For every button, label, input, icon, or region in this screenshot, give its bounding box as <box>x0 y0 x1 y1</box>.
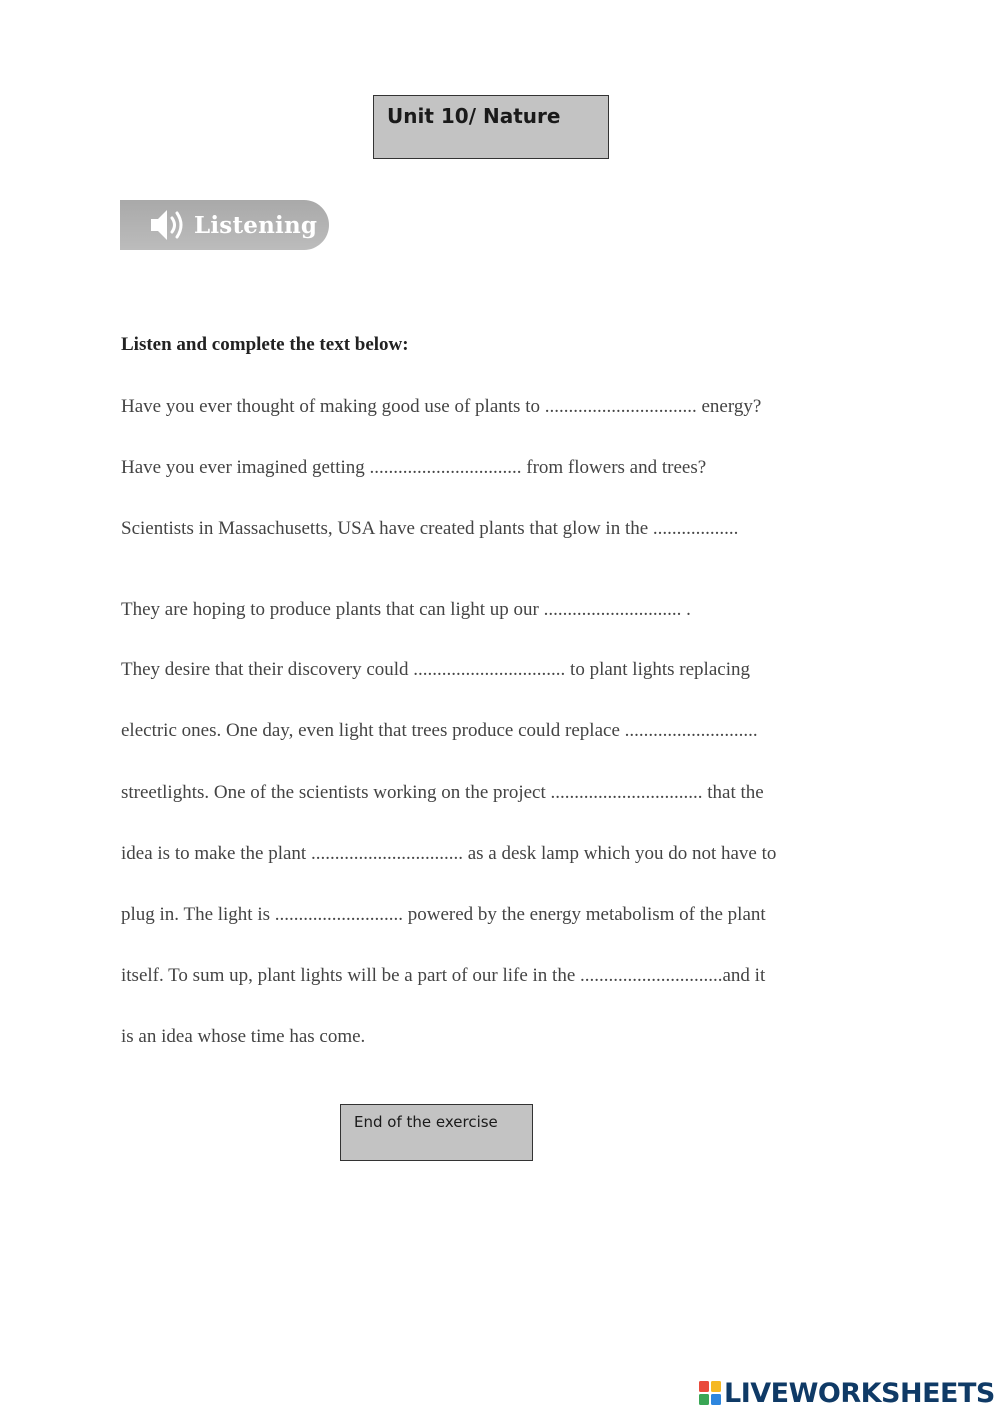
text-line: They are hoping to produce plants that can light up our ............................. . <box>121 599 691 620</box>
text-line: They desire that their discovery could ................................ to plant lights replacing <box>121 659 750 680</box>
liveworksheets-logo <box>698 1376 995 1410</box>
text-line: is an idea whose time has come. <box>121 1026 366 1047</box>
unit-title-box <box>373 95 609 159</box>
end-of-exercise-label: End of the exercise <box>354 1113 498 1131</box>
liveworksheets-logo-text: LIVEWORKSHEETS <box>724 1377 995 1409</box>
exercise-instruction: Listen and complete the text below: <box>121 334 409 355</box>
end-of-exercise-box <box>340 1104 533 1161</box>
text-line: Have you ever thought of making good use of plants to ................................ energy? <box>121 396 762 417</box>
liveworksheets-logo-icon <box>698 1379 722 1407</box>
speaker-icon <box>148 205 194 245</box>
text-line: streetlights. One of the scientists working on the project ................................ that the <box>121 782 764 803</box>
text-line: plug in. The light is ........................... powered by the energy metabolism of the plant <box>121 904 766 925</box>
listening-banner <box>120 200 329 250</box>
text-line: Scientists in Massachusetts, USA have created plants that glow in the .................. <box>121 518 739 539</box>
unit-title: Unit 10/ Nature <box>387 104 561 128</box>
text-line: idea is to make the plant ................................ as a desk lamp which you do not have to <box>121 843 777 864</box>
text-line: itself. To sum up, plant lights will be a part of our life in the ..............................and it <box>121 965 766 986</box>
text-line: Have you ever imagined getting ................................ from flowers and trees? <box>121 457 707 478</box>
listening-label: Listening <box>194 211 318 239</box>
text-line: electric ones. One day, even light that trees produce could replace ............................ <box>121 720 758 741</box>
